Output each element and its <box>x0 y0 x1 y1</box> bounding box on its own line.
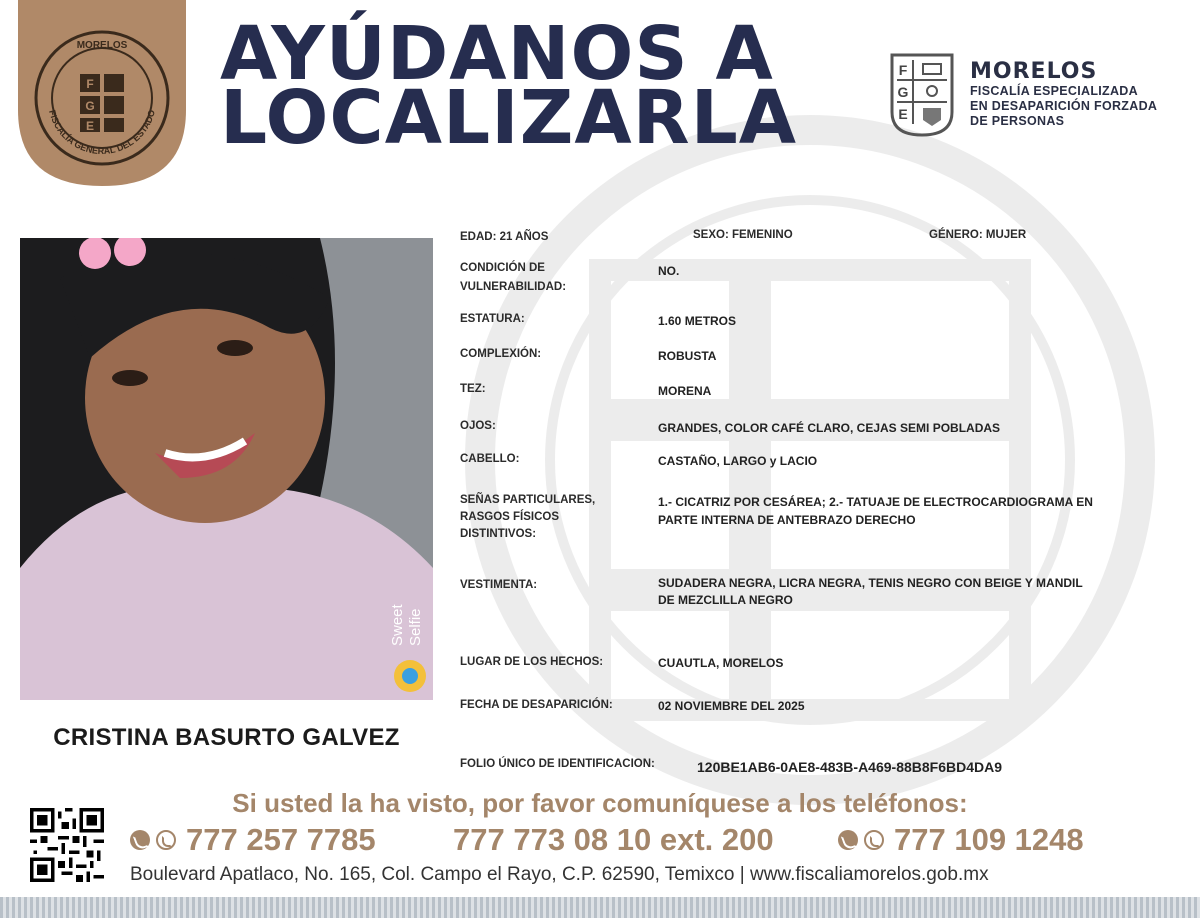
label-estatura: ESTATURA: <box>460 313 525 325</box>
photo-watermark-selfie: Selfie <box>407 608 424 646</box>
label-senas-2: RASGOS FÍSICOS <box>460 511 560 523</box>
qr-code <box>30 808 104 882</box>
person-name: CRISTINA BASURTO GALVEZ <box>53 724 400 751</box>
org-line-3: DE PERSONAS <box>970 114 1065 128</box>
org-letter-e: E <box>898 106 908 122</box>
photo-watermark-sweet: Sweet <box>389 604 406 646</box>
title-line-2: LOCALIZARLA <box>220 75 798 161</box>
field-sexo: SEXO: FEMENINO <box>693 229 793 241</box>
field-edad: EDAD: 21 AÑOS <box>460 231 549 243</box>
bottom-pattern-band <box>0 897 1200 918</box>
contact-heading: Si usted la ha visto, por favor comuníquese a los teléfonos: <box>232 788 968 818</box>
phone-1[interactable] <box>130 822 376 858</box>
label-senas-1: SEÑAS PARTICULARES, <box>460 494 596 506</box>
org-block <box>970 60 1157 129</box>
value-vulnerabilidad: NO. <box>658 264 680 278</box>
label-folio: FOLIO ÚNICO DE IDENTIFICACION: <box>460 758 655 770</box>
value-lugar: CUAUTLA, MORELOS <box>658 656 784 670</box>
org-line-2: EN DESAPARICIÓN FORZADA <box>970 99 1158 113</box>
label-complexion: COMPLEXIÓN: <box>460 348 542 360</box>
value-complexion: ROBUSTA <box>658 349 717 363</box>
label-vulnerabilidad-1: CONDICIÓN DE <box>460 262 545 274</box>
fge-shield-logo <box>18 0 186 186</box>
value-senas-line-1: 1.- CICATRIZ POR CESÁREA; 2.- TATUAJE DE ELECTROCARDIOGRAMA EN <box>658 495 1093 509</box>
title-line-1: AYÚDANOS A <box>220 11 774 97</box>
label-vestimenta: VESTIMENTA: <box>460 579 538 591</box>
whatsapp-icon <box>156 830 176 850</box>
phone-icon <box>838 830 858 850</box>
badge-letter-f: F <box>86 77 94 91</box>
org-letter-g: G <box>897 84 909 100</box>
label-senas-3: DISTINTIVOS: <box>460 528 537 540</box>
value-tez: MORENA <box>658 384 712 398</box>
value-vestimenta-line-2: DE MEZCLILLA NEGRO <box>658 593 793 607</box>
value-ojos: GRANDES, COLOR CAFÉ CLARO, CEJAS SEMI POBLADAS <box>658 421 1001 435</box>
value-cabello: CASTAÑO, LARGO y LACIO <box>658 454 818 468</box>
label-tez: TEZ: <box>460 383 486 395</box>
label-lugar: LUGAR DE LOS HECHOS: <box>460 656 604 668</box>
phone-2-number: 777 773 08 10 ext. 200 <box>453 822 774 857</box>
address-website: Boulevard Apatlaco, No. 165, Col. Campo el Rayo, C.P. 62590, Temixco | www.fiscaliamorelos.gob.mx <box>130 864 989 885</box>
org-letter-f: F <box>898 62 908 78</box>
phone-3[interactable] <box>838 822 1084 858</box>
badge-letter-g: G <box>85 99 95 113</box>
label-fecha: FECHA DE DESAPARICIÓN: <box>460 699 613 711</box>
label-cabello: CABELLO: <box>460 453 520 465</box>
badge-letter-e: E <box>85 119 95 133</box>
org-line-1: FISCALÍA ESPECIALIZADA <box>970 84 1138 98</box>
phone-1-number: 777 257 7785 <box>186 822 376 857</box>
page-title <box>220 11 798 161</box>
value-folio: 120BE1AB6-0AE8-483B-A469-88B8F6BD4DA9 <box>697 759 1003 775</box>
badge-ring-text: FISCALÍA GENERAL DEL ESTADO <box>47 108 157 157</box>
field-genero: GÉNERO: MUJER <box>929 229 1027 241</box>
label-vulnerabilidad-2: VULNERABILIDAD: <box>460 281 567 293</box>
missing-person-photo <box>20 238 433 700</box>
label-ojos: OJOS: <box>460 420 496 432</box>
phone-icon <box>130 830 150 850</box>
value-senas-line-2: PARTE INTERNA DE ANTEBRAZO DERECHO <box>658 513 916 527</box>
value-estatura: 1.60 METROS <box>658 314 737 328</box>
value-vestimenta-line-1: SUDADERA NEGRA, LICRA NEGRA, TENIS NEGRO CON BEIGE Y MANDIL <box>658 576 1083 590</box>
value-fecha: 02 NOVIEMBRE DEL 2025 <box>658 699 805 713</box>
org-state: MORELOS <box>970 59 1098 84</box>
phone-3-number: 777 109 1248 <box>894 822 1084 857</box>
fge-grid-logo <box>889 52 955 138</box>
whatsapp-icon <box>864 830 884 850</box>
badge-top-text: MORELOS <box>76 40 128 51</box>
phone-2[interactable] <box>453 822 774 858</box>
